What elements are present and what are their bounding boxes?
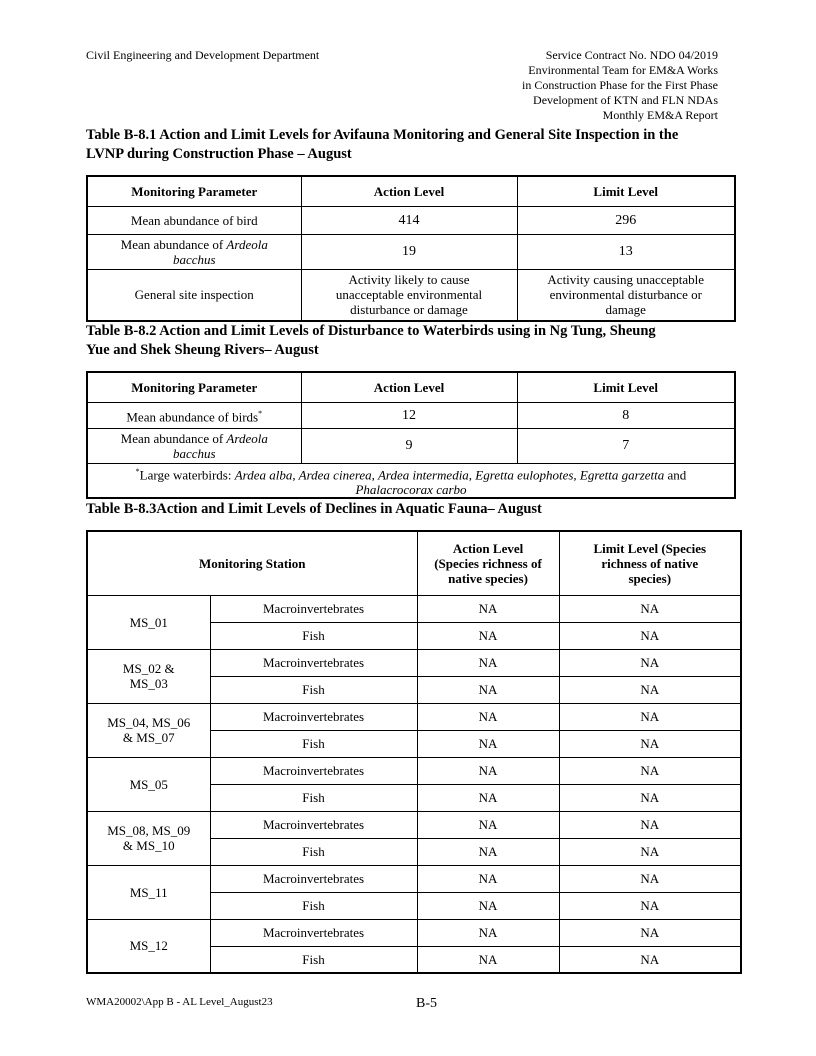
table-row — [87, 919, 741, 946]
header-line: Development of KTN and FLN NDAs — [533, 93, 718, 107]
param-cell — [87, 234, 301, 269]
fauna-type-cell: Macroinvertebrates — [210, 811, 417, 838]
limit-cell: 296 — [517, 206, 735, 234]
cell-line: disturbance or damage — [350, 302, 468, 318]
limit-cell: NA — [559, 649, 741, 676]
fauna-type-cell: Fish — [210, 622, 417, 649]
param-text: Mean abundance of birds — [126, 409, 259, 425]
table-row — [87, 402, 735, 428]
fauna-type-cell: Fish — [210, 730, 417, 757]
param-cell: Mean abundance of bird — [87, 206, 301, 234]
param-cell — [87, 402, 301, 428]
caption-line: LVNP during Construction Phase – August — [86, 146, 352, 162]
table1-header-limit: Limit Level — [517, 176, 735, 206]
caption-line: Table B-8.1 Action and Limit Levels for Avifauna Monitoring and General Site Inspection in the — [86, 127, 679, 143]
table2-header-action: Action Level — [301, 372, 517, 402]
caption-line: Yue and Shek Sheung Rivers– August — [86, 342, 319, 358]
header-line: Limit Level (Species — [593, 540, 707, 556]
limit-cell: NA — [559, 757, 741, 784]
table3-header-action — [417, 531, 559, 595]
cell-line: environmental disturbance or — [549, 287, 702, 303]
table3-header-station: Monitoring Station — [87, 531, 417, 595]
param-text: Mean abundance of — [120, 430, 227, 446]
fauna-type-cell: Fish — [210, 892, 417, 919]
species-name: Ardeola — [226, 236, 268, 252]
header-department: Civil Engineering and Development Department — [86, 48, 320, 62]
cell-line: damage — [605, 302, 646, 318]
table-note — [87, 463, 735, 498]
action-cell: 9 — [301, 428, 517, 463]
fauna-type-cell: Fish — [210, 838, 417, 865]
species-list: Ardea alba, Ardea cinerea, Ardea intermedia, Egretta eulophotes, Egretta garzetta — [234, 466, 665, 482]
footer-filename: WMA20002\App B - AL Level_August23 — [86, 996, 273, 1008]
station-name-line: & MS_10 — [122, 838, 175, 853]
table-note-row — [87, 463, 735, 498]
param-cell: General site inspection — [87, 269, 301, 321]
station-cell — [87, 865, 210, 919]
action-cell: NA — [417, 946, 559, 973]
station-name-line: MS_08, MS_09 — [107, 823, 191, 838]
limit-cell: NA — [559, 784, 741, 811]
limit-cell: NA — [559, 919, 741, 946]
fauna-type-cell: Macroinvertebrates — [210, 757, 417, 784]
table-row — [87, 206, 735, 234]
action-cell: NA — [417, 838, 559, 865]
station-name-line: MS_02 & — [122, 661, 175, 676]
table-row — [87, 811, 741, 838]
action-cell: NA — [417, 811, 559, 838]
action-cell: NA — [417, 703, 559, 730]
table-row — [87, 757, 741, 784]
table-row — [87, 865, 741, 892]
limit-cell: NA — [559, 892, 741, 919]
station-cell — [87, 703, 210, 757]
limit-cell: NA — [559, 676, 741, 703]
species-name: bacchus — [172, 251, 216, 267]
action-cell: NA — [417, 757, 559, 784]
limit-cell: 13 — [517, 234, 735, 269]
note-text: and — [664, 466, 687, 482]
action-cell: 414 — [301, 206, 517, 234]
table-row — [87, 649, 741, 676]
table-row — [87, 269, 735, 321]
table-row — [87, 703, 741, 730]
limit-cell: NA — [559, 622, 741, 649]
table-row — [87, 234, 735, 269]
header-line: native species) — [448, 570, 528, 586]
limit-cell: NA — [559, 811, 741, 838]
footnote-marker: * — [258, 408, 263, 418]
limit-cell: NA — [559, 865, 741, 892]
station-cell — [87, 595, 210, 649]
station-name-line: MS_04, MS_06 — [107, 715, 191, 730]
header-line: richness of native — [601, 555, 699, 571]
table2 — [86, 371, 736, 499]
page-number: B-5 — [416, 996, 437, 1011]
limit-cell: NA — [559, 703, 741, 730]
header-line: Environmental Team for EM&A Works — [528, 63, 718, 77]
param-cell — [87, 428, 301, 463]
table2-header-param: Monitoring Parameter — [87, 372, 301, 402]
header-line: Monthly EM&A Report — [602, 108, 718, 122]
station-name-line: MS_05 — [129, 776, 168, 792]
table1-caption — [86, 126, 756, 164]
footnote-marker: * — [135, 466, 140, 476]
fauna-type-cell: Fish — [210, 784, 417, 811]
species-name: Phalacrocorax carbo — [355, 481, 467, 497]
header-contract-info — [522, 48, 718, 123]
station-name-line: & MS_07 — [122, 730, 175, 745]
cell-line: Activity causing unacceptable — [547, 272, 705, 288]
fauna-type-cell: Macroinvertebrates — [210, 595, 417, 622]
header-line: Service Contract No. NDO 04/2019 — [545, 48, 718, 62]
action-cell: NA — [417, 730, 559, 757]
limit-cell: NA — [559, 838, 741, 865]
action-cell: NA — [417, 649, 559, 676]
header-line: Action Level — [452, 540, 524, 556]
station-cell — [87, 757, 210, 811]
station-cell — [87, 919, 210, 973]
fauna-type-cell: Macroinvertebrates — [210, 703, 417, 730]
station-name-line: MS_11 — [129, 884, 168, 900]
action-cell: NA — [417, 892, 559, 919]
station-name-line: MS_03 — [129, 676, 168, 691]
station-name-line: MS_12 — [129, 938, 168, 954]
param-text: Mean abundance of — [120, 236, 227, 252]
header-line: (Species richness of — [434, 555, 542, 571]
table1-header-param: Monitoring Parameter — [87, 176, 301, 206]
limit-cell: 8 — [517, 402, 735, 428]
action-cell: NA — [417, 919, 559, 946]
table3-header-limit — [559, 531, 741, 595]
action-cell: NA — [417, 622, 559, 649]
action-cell: NA — [417, 865, 559, 892]
fauna-type-cell: Macroinvertebrates — [210, 865, 417, 892]
table1-header-action: Action Level — [301, 176, 517, 206]
table-row — [87, 595, 741, 622]
caption-line: Table B-8.2 Action and Limit Levels of Disturbance to Waterbirds using in Ng Tung, Sheung — [86, 323, 656, 339]
action-cell: NA — [417, 784, 559, 811]
station-cell — [87, 811, 210, 865]
species-name: bacchus — [172, 445, 216, 461]
table1 — [86, 175, 736, 322]
table3 — [86, 530, 742, 974]
fauna-type-cell: Macroinvertebrates — [210, 649, 417, 676]
station-name-line: MS_01 — [129, 614, 168, 630]
station-cell — [87, 649, 210, 703]
action-cell: NA — [417, 676, 559, 703]
limit-cell: NA — [559, 730, 741, 757]
fauna-type-cell: Macroinvertebrates — [210, 919, 417, 946]
limit-cell: NA — [559, 946, 741, 973]
action-cell: NA — [417, 595, 559, 622]
fauna-type-cell: Fish — [210, 676, 417, 703]
table2-header-limit: Limit Level — [517, 372, 735, 402]
cell-line: unacceptable environmental — [335, 287, 483, 303]
action-cell: 12 — [301, 402, 517, 428]
limit-cell — [517, 269, 735, 321]
header-line: in Construction Phase for the First Phase — [522, 78, 718, 92]
table2-caption — [86, 322, 756, 360]
action-cell: 19 — [301, 234, 517, 269]
cell-line: Activity likely to cause — [348, 272, 470, 288]
limit-cell: NA — [559, 595, 741, 622]
note-text: Large waterbirds: — [139, 466, 235, 482]
limit-cell: 7 — [517, 428, 735, 463]
species-name: Ardeola — [226, 430, 268, 446]
table3-caption: Table B-8.3Action and Limit Levels of Declines in Aquatic Fauna– August — [86, 501, 542, 517]
table-row — [87, 428, 735, 463]
action-cell — [301, 269, 517, 321]
header-line: species) — [628, 570, 672, 586]
fauna-type-cell: Fish — [210, 946, 417, 973]
